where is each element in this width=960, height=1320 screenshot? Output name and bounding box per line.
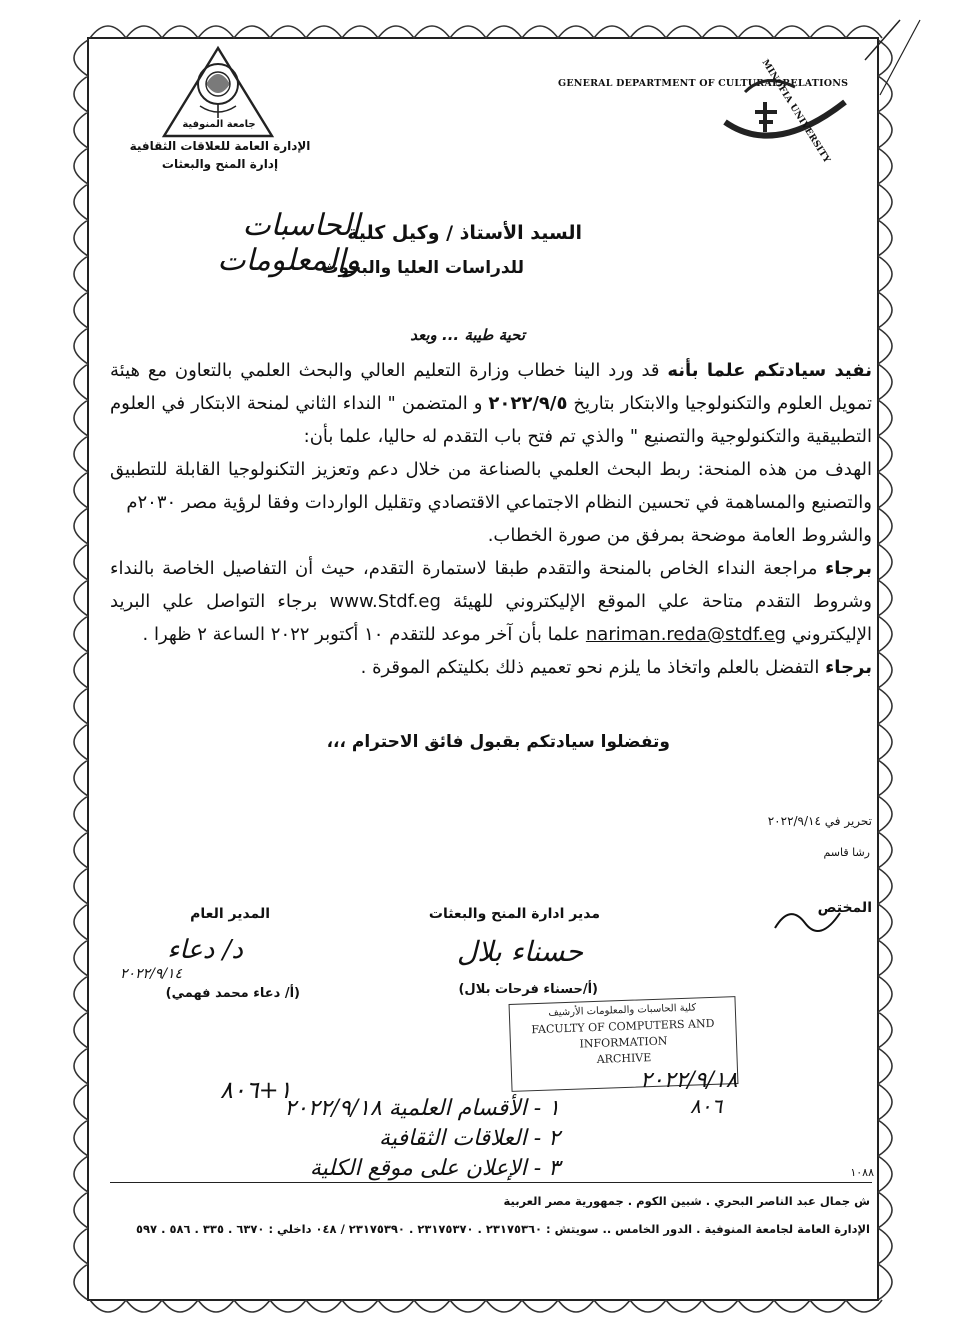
page-number: ١٠٨٨	[850, 1166, 874, 1179]
p1-text: قد ورد الينا خطاب وزارة التعليم العالي والبحث العلمي بالتعاون مع هيئة تمويل العلوم والتكنولوجيا والابتكار بتاريخ	[110, 360, 872, 414]
stamp-line-en3: ARCHIVE	[596, 1051, 652, 1066]
closing-line: وتفضلوا سيادتكم بقبول فائق الاحترام ،،،	[326, 732, 670, 752]
stamp-line-ar: كلية الحاسبات والمعلومات الأرشيف	[548, 1002, 697, 1019]
footer-divider	[110, 1182, 872, 1183]
paragraph-1	[110, 354, 872, 453]
written-date-value: ٢٠٢٢/٩/١٤	[767, 814, 821, 828]
written-label: تحرير في	[824, 814, 872, 828]
clerk-name: رشا قاسم	[823, 846, 870, 859]
stamp-line-en1: FACULTY OF COMPUTERS AND	[531, 1016, 715, 1037]
general-manager-signature-date: ٢٠٢٢/٩/١٤	[120, 966, 183, 982]
stamp-line-en2: INFORMATION	[579, 1034, 668, 1051]
written-date	[768, 814, 872, 828]
addressee-faculty-handwritten: الحاسبات والمعلومات	[217, 208, 360, 278]
paragraph-3: والشروط العامة موضحة بمرفق من صورة الخطاب.	[487, 525, 872, 546]
general-manager-handwritten-signature: د/ دعاء	[167, 935, 243, 965]
paragraph-5	[110, 651, 872, 684]
p1-end: و المتضمن " النداء الثاني لمنحة الابتكار في العلوم التطبيقية والتكنولوجية والتصنيع " والذي تم فتح باب التقدم له حاليا، علما بأن:	[110, 393, 872, 447]
handwritten-note-3: ٣ - الإعلان على موقع الكلية	[309, 1156, 560, 1181]
manager-title: مدير ادارة المنح والبعثات	[428, 906, 600, 922]
letter-body	[110, 354, 872, 684]
footer-contacts: الإدارة العامة لجامعة المنوفية . الدور الخامس .. سويتش : ٢٣١٧٥٣٦٠ . ٢٣١٧٥٣٧٠ . ٢٣١٧٥٣٩٠ / ٠٤٨ داخلي : ٦٣٧٠ . ٣٣٥ . ٥٨٦ . ٥٩٧	[136, 1222, 870, 1236]
seal-label: جامعة المنوفية	[182, 119, 256, 130]
handwritten-note-2: ٢ - العلاقات الثقافية	[379, 1126, 560, 1151]
office-name-ar: إدارة المنح والبعثات	[161, 157, 279, 171]
general-manager-title: المدير العام	[190, 906, 270, 922]
specialist-signature-icon	[770, 898, 850, 938]
p5-text: التفضل بالعلم واتخاذ ما يلزم نحو تعميم ذلك بكليتكم الموقرة .	[360, 657, 826, 678]
univ-name-en: MINOFIA UNIVERSITY	[759, 58, 832, 166]
email-link[interactable]: nariman.reda@stdf.eg	[585, 624, 787, 645]
p1-lead: نفيد سيادتكم علما بأنه	[667, 360, 872, 381]
manager-handwritten-signature: حسناء بلال	[456, 935, 584, 968]
p4-text-a: مراجعة النداء الخاص بالمنحة والتقدم طبقا لاستمارة التقدم، حيث أن التفاصيل الخاصة بالنداء وشروط التقدم متاحة علي الموقع الإليكتروني للهيئة	[110, 558, 873, 612]
footer-address: ش جمال عبد الناصر البحري . شبين الكوم . جمهورية مصر العربية	[503, 1194, 870, 1208]
dept-name-en: GENERAL DEPARTMENT OF CULTURAL RELATIONS	[558, 78, 849, 89]
p4-lead: برجاء	[825, 558, 872, 579]
handwritten-reference: ١+٨٠٦	[220, 1076, 292, 1104]
website-link[interactable]: www.Stdf.eg	[329, 591, 441, 612]
stamp-handwritten-number: ٨٠٦	[690, 1094, 723, 1118]
specialist-title: المختص	[817, 900, 872, 916]
handwritten-note-1: ١ - الأقسام العلمية ٢٠٢٢/٩/١٨	[284, 1096, 560, 1121]
p1-date: ٢٠٢٢/٩/٥	[488, 393, 568, 414]
general-manager-name: (أ/ دعاء محمد فهمي)	[165, 986, 300, 1001]
manager-name: (أ/حسناء فرحات بلال)	[458, 982, 598, 997]
dept-name-ar: الإدارة العامة للعلاقات الثقافية	[129, 139, 311, 153]
university-logo-icon	[705, 62, 865, 152]
addressee-title: السيد الأستاذ / وكيل كلية	[347, 222, 582, 244]
p5-lead: برجاء	[825, 657, 872, 678]
p4-text-c: علما بأن آخر موعد للتقدم ١٠ أكتوبر ٢٠٢٢ الساعة ٢ ظهرا .	[142, 624, 586, 645]
greeting: تحية طيبة ... وبعد	[410, 326, 525, 344]
paragraph-2: الهدف من هذه المنحة: ربط البحث العلمي بالصناعة من خلال دعم وتعزيز التكنولوجيا القابلة للتطبيق والتصنيع والمساهمة في تحسين النظام الاجتماعي الاقتصادي وتقليل الواردات وفقا لرؤية مصر ٢٠٣٠م	[110, 459, 872, 513]
stamp-handwritten-date: ٢٠٢٢/٩/١٨	[640, 1068, 738, 1093]
paragraph-4	[110, 552, 872, 651]
addressee-department: للدراسات العليا والبحوث	[321, 258, 524, 278]
p4-text-b: برجاء التواصل علي البريد الإليكتروني	[110, 591, 872, 645]
